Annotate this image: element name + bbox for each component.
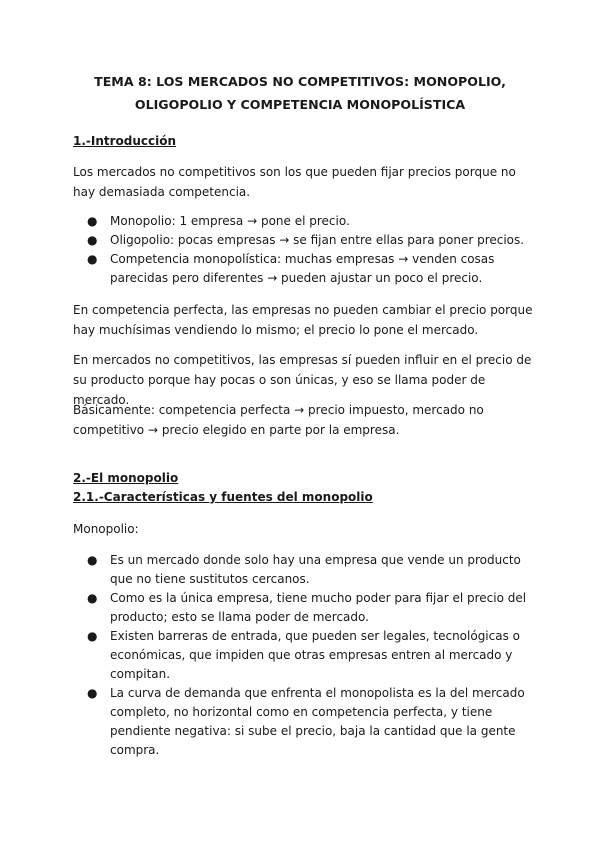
list-item-text: La curva de demanda que enfrenta el monopolista es la del mercado completo, no horizontal como en competencia perfecta, y tiene pendiente negativa: si sube el precio, baja la cantidad que la gente compra. <box>110 686 525 757</box>
section-2-1-heading: 2.1.-Características y fuentes del monopolio <box>73 490 373 504</box>
section-1-heading: 1.-Introducción <box>73 134 177 148</box>
document-title: TEMA 8: LOS MERCADOS NO COMPETITIVOS: MONOPOLIO, OLIGOPOLIO Y COMPETENCIA MONOPOLÍSTICA <box>94 74 506 112</box>
bullet-icon: ● <box>87 591 98 605</box>
section-1-paragraph-1: En competencia perfecta, las empresas no pueden cambiar el precio porque hay muchísimas vendiendo lo mismo; el precio lo pone el mercado. <box>73 303 533 337</box>
bullet-icon: ● <box>87 214 98 228</box>
bullet-icon: ● <box>87 233 98 247</box>
list-item <box>73 250 535 288</box>
list-item-text: Monopolio: 1 empresa → pone el precio. <box>110 214 350 228</box>
list-item <box>73 589 535 627</box>
section-1-intro: Los mercados no competitivos son los que pueden fijar precios porque no hay demasiada competencia. <box>73 165 516 199</box>
bullet-icon: ● <box>87 252 98 266</box>
list-item-text: Competencia monopolística: muchas empresas → venden cosas parecidas pero diferentes → pueden ajustar un poco el precio. <box>110 252 495 285</box>
bullet-icon: ● <box>87 686 98 700</box>
section-2-label: Monopolio: <box>73 522 139 536</box>
list-item <box>73 231 535 250</box>
list-item-text: Es un mercado donde solo hay una empresa que vende un producto que no tiene sustitutos cercanos. <box>110 553 521 586</box>
section-1-paragraph-2: En mercados no competitivos, las empresas sí pueden influir en el precio de su producto porque hay pocas o son únicas, y eso se llama poder de mercado. <box>73 353 532 407</box>
section-2-bullet-list <box>73 551 535 760</box>
bullet-icon: ● <box>87 629 98 643</box>
list-item <box>73 684 535 760</box>
section-1-paragraph-3: Básicamente: competencia perfecta → precio impuesto, mercado no competitivo → precio elegido en parte por la empresa. <box>73 403 484 437</box>
list-item-text: Existen barreras de entrada, que pueden ser legales, tecnológicas o económicas, que impiden que otras empresas entren al mercado y compitan. <box>110 629 521 681</box>
section-2-heading: 2.-El monopolio <box>73 471 179 485</box>
list-item <box>73 551 535 589</box>
bullet-icon: ● <box>87 553 98 567</box>
section-1-bullet-list <box>73 212 535 288</box>
list-item-text: Oligopolio: pocas empresas → se fijan entre ellas para poner precios. <box>110 233 525 247</box>
list-item <box>73 627 535 684</box>
list-item <box>73 212 535 231</box>
list-item-text: Como es la única empresa, tiene mucho poder para fijar el precio del producto; esto se llama poder de mercado. <box>110 591 527 624</box>
